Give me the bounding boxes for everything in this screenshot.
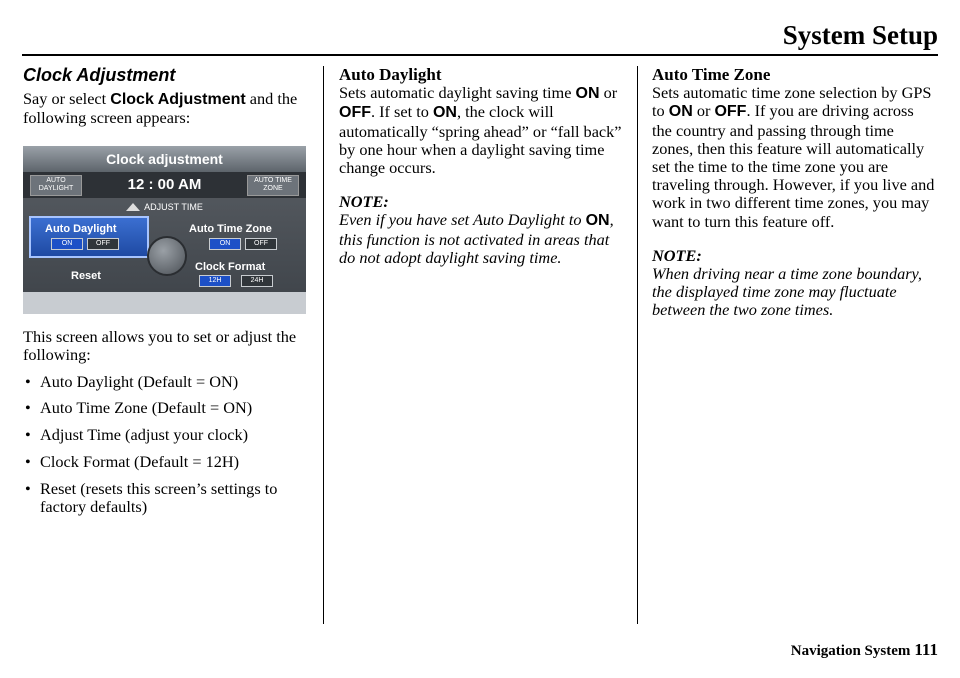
intro-text-end: and the following screen appears:	[23, 89, 298, 128]
screen-title: Clock adjustment	[23, 146, 306, 172]
body-text: Sets automatic daylight saving time	[339, 83, 576, 103]
header-rule	[22, 54, 938, 56]
list-item: • Reset (resets this screen’s settings to factory defaults)	[23, 480, 313, 516]
intro-text: Say or select	[23, 89, 111, 109]
column-auto-daylight	[339, 66, 624, 267]
clock-adjustment-screenshot	[23, 146, 306, 314]
list-item: • Adjust Time (adjust your clock)	[23, 426, 313, 444]
note-text: Even if you have set Auto Daylight to	[339, 210, 586, 230]
section-heading: Auto Daylight	[339, 65, 442, 84]
auto-time-zone-paragraph	[652, 84, 937, 231]
column-divider	[637, 66, 638, 624]
note-body	[339, 211, 624, 267]
ui-term-on: ON	[432, 104, 457, 122]
clock-format-24h: 24H	[241, 275, 273, 287]
column-auto-time-zone	[652, 66, 937, 320]
auto-time-zone-off: OFF	[245, 238, 277, 250]
auto-daylight-paragraph	[339, 84, 624, 177]
body-text: or	[692, 101, 715, 121]
column-divider	[323, 66, 324, 624]
adjust-time-label	[23, 198, 306, 216]
body-text: . If you are driving across the country and passing through time zones, then this feature will automatically set the time to the time zone you are traveling through. However, if you live and work in two different time zones, you may want to turn this feature off.	[652, 101, 935, 231]
ui-term-on: ON	[575, 85, 600, 103]
page-number: 111	[914, 640, 938, 659]
clock-format-12h: 12H	[199, 275, 231, 287]
up-arrow-icon	[126, 203, 140, 211]
ui-term-off: OFF	[714, 103, 747, 121]
footer-label: Navigation System	[790, 643, 911, 659]
auto-daylight-on: ON	[51, 238, 83, 250]
auto-daylight-label: Auto Daylight	[45, 222, 117, 235]
list-item: • Auto Time Zone (Default = ON)	[23, 399, 313, 417]
note-text: , this function is not activated in areas that do not adopt daylight saving time.	[339, 210, 614, 267]
ui-term-on: ON	[668, 103, 693, 121]
auto-daylight-off: OFF	[87, 238, 119, 250]
intro-paragraph	[23, 90, 313, 127]
ui-term-on: ON	[585, 212, 610, 230]
note-heading: NOTE:	[339, 192, 389, 212]
body-text: Sets automatic time zone selection by GPS to	[652, 83, 932, 121]
body-text: , the clock will automatically “spring ahead” or “fall back” by one hour when a daylight saving time change occurs.	[339, 102, 622, 178]
auto-daylight-indicator: AUTO DAYLIGHT	[30, 175, 82, 196]
reset-label: Reset	[71, 269, 101, 282]
note-body: When driving near a time zone boundary, the displayed time zone may fluctuate between the two zone times.	[652, 264, 922, 320]
auto-time-zone-indicator: AUTO TIME ZONE	[247, 175, 299, 196]
list-item: • Auto Daylight (Default = ON)	[23, 373, 313, 391]
page-title: System Setup	[782, 20, 938, 50]
adjust-time-text: ADJUST TIME	[144, 201, 203, 212]
note-heading: NOTE:	[652, 245, 702, 265]
clock-format-label: Clock Format	[195, 260, 266, 273]
list-item: • Clock Format (Default = 12H)	[23, 453, 313, 471]
body-text: or	[599, 83, 618, 103]
auto-time-zone-label: Auto Time Zone	[189, 222, 272, 235]
screen-bottom-bar	[23, 292, 306, 314]
settings-list	[23, 373, 313, 517]
page-footer	[791, 640, 938, 660]
section-heading: Auto Time Zone	[652, 65, 771, 84]
ui-term-off: OFF	[339, 104, 371, 122]
auto-time-zone-on: ON	[209, 238, 241, 250]
ui-term: Clock Adjustment	[110, 91, 246, 109]
allows-paragraph: This screen allows you to set or adjust the following:	[23, 326, 297, 364]
screen-time: 12 : 00 AM	[127, 175, 202, 193]
column-clock-adjustment	[23, 66, 313, 516]
selector-knob-icon	[147, 236, 187, 276]
body-text: . If set to	[371, 102, 433, 122]
section-heading: Clock Adjustment	[23, 65, 176, 85]
